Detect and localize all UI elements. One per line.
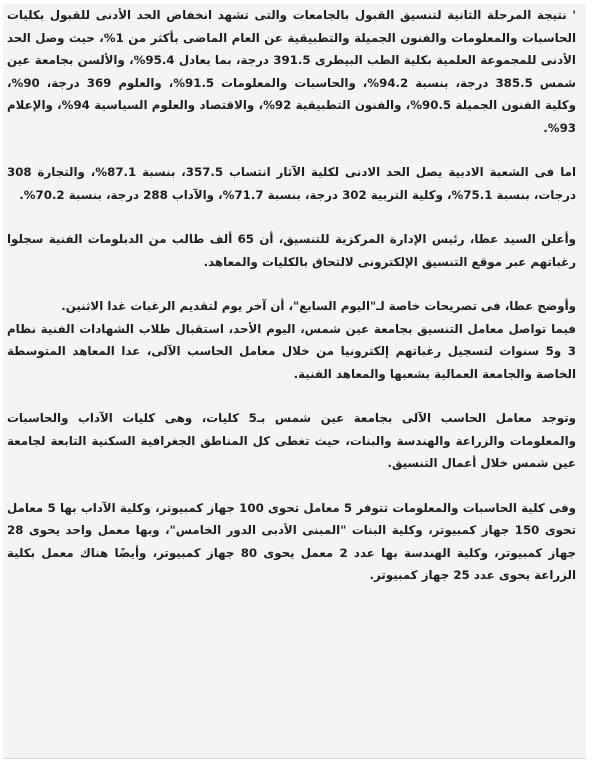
article-paragraph: ' نتيجة المرحلة الثانية لتنسيق القبول بالجامعات والتى تشهد انخفاض الحد الأدنى للقبول بكليات الحاسبات والمعلومات والفنون الجميلة والتطبيقية عن العام الماضى بأكثر من 1%، حيث وصل الحد الأدنى للمجموعة العلمية بكلية الطب البيطرى 391.5 درجة، بما يعادل 95.4%، والألسن بجامعة عين شمس 385.5 درجة، بنسبة 94.2%، والحاسبات والمعلومات 91.5%، والعلوم 369 درجة، 90%، وكلية الفنون الجميلة 90.5%، والفنون التطبيقية 92%، والاقتصاد والعلوم السياسية 94%، والإعلام 93%. bbox=[7, 8, 576, 135]
article-paragraph: اما فى الشعبة الادبية يصل الحد الادنى لكلية الآثار انتساب 357.5، بنسبة 87.1%، والتجارة 308 درجات، بنسبة 75.1%، وكلية التربية 302 درجة، بنسبة 71.7%، والآداب 288 درجة، بنسبة 70.2%. bbox=[7, 165, 576, 202]
paragraph-spacer bbox=[7, 139, 576, 161]
paragraph-spacer bbox=[7, 206, 576, 228]
paragraph-spacer bbox=[7, 475, 576, 497]
article-paragraph: وفى كلية الحاسبات والمعلومات تتوفر 5 معامل تحوى 100 جهاز كمبيوتر، وكلية الآداب بها 5 معامل تحوى 150 جهاز كمبيوتر، وكلية البنات "المبنى الأدبى الدور الخامس"، وبها معمل واحد يحوى 28 جهاز كمبيوتر، وكلية الهندسة بها عدد 2 معمل يحوى 80 جهاز كمبيوتر، وأيضًا هناك معمل بكلية الزراعة يحوى عدد 25 جهاز كمبيوتر. bbox=[7, 500, 577, 582]
article-paragraph: وأعلن السيد عطا، رئيس الإدارة المركزية للتنسيق، أن 65 ألف طالب من الدبلومات الفنية سجلوا رغباتهم عبر موقع التنسيق الإلكترونى لالتحاق بالكليات والمعاهد. bbox=[7, 232, 576, 269]
article-paragraph: وأوضح عطا، فى تصريحات خاصة لـ"اليوم السابع"، أن آخر يوم لتقديم الرغبات غدا الاثنين. bbox=[61, 299, 576, 313]
article-paragraph: وتوجد معامل الحاسب الآلى بجامعة عين شمس بـ5 كليات، وهى كليات الآداب والحاسبات والمعلومات والزراعة والهندسة والبنات، حيث تغطى كل المناطق الجغرافية السكنية التابعة لجامعة عين شمس خلال أعمال التنسيق. bbox=[7, 411, 576, 470]
paragraph-spacer bbox=[7, 273, 576, 295]
article-paragraph: فيما تواصل معامل التنسيق بجامعة عين شمس، اليوم الأحد، استقبال طلاب الشهادات الفنية نظام 3 و5 سنوات لتسجيل رغباتهم إلكترونيا من خلال معامل الحاسب الآلى، عدا المعاهد المتوسطة الخاصة والجامعة العمالية بشعبها والمعاهد الفنية. bbox=[7, 321, 576, 381]
article-body bbox=[3, 4, 586, 759]
paragraph-spacer bbox=[7, 385, 576, 407]
page-scrollbar[interactable] bbox=[588, 0, 600, 767]
